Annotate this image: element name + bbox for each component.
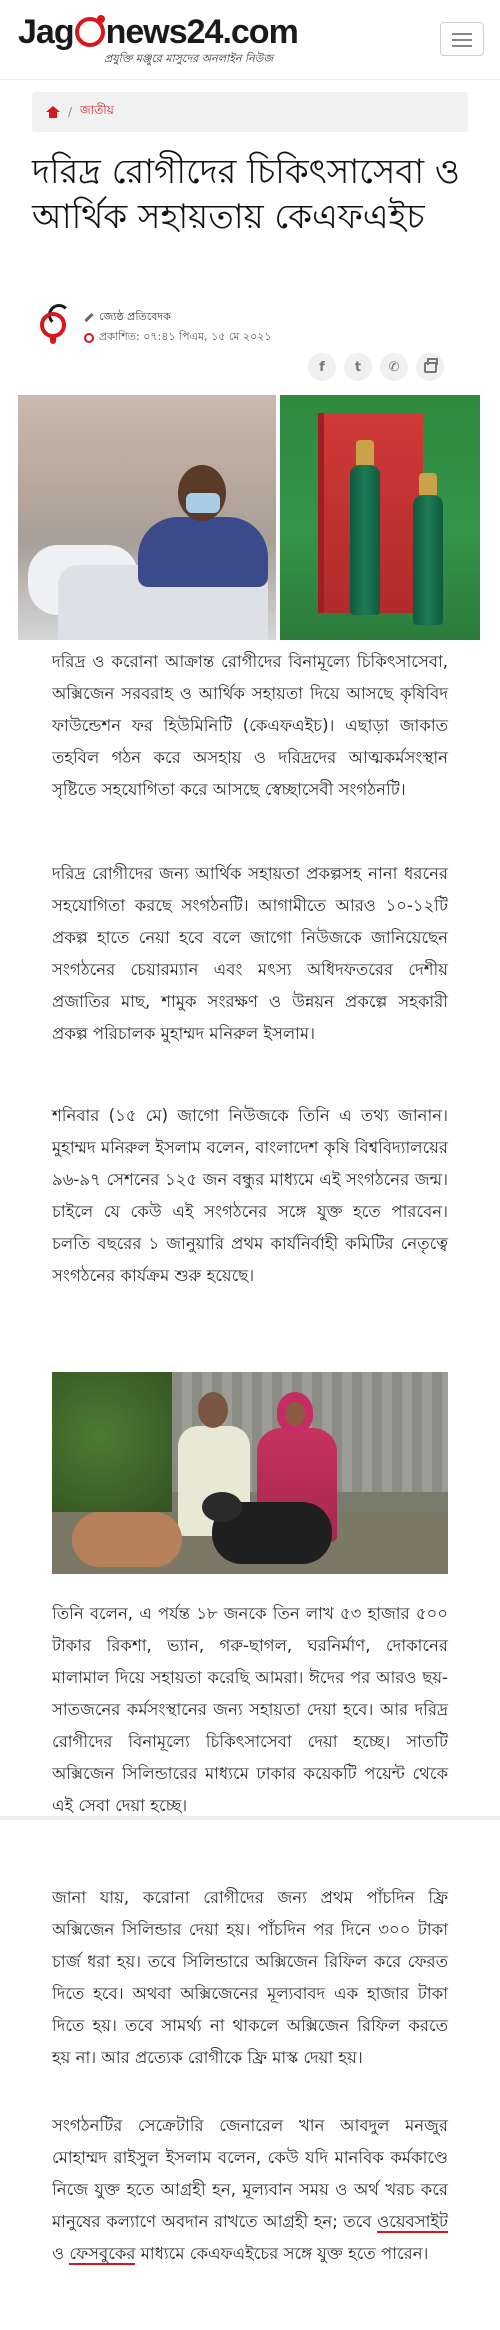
pen-icon — [84, 313, 93, 322]
article-paragraph: দরিদ্র রোগীদের জন্য আর্থিক সহায়তা প্রকল্পসহ নানা ধরনের সহযোগিতা করছে সংগঠনটি। আগামীতে আরও ১০-১২টি প্রকল্প হাতে নেয়া হবে বলে জাগো নিউজকে জানিয়েছেন সংগঠনের চেয়ারম্যান এবং মৎস্য অধিদফতরের দেশীয় প্রজাতির মাছ, শামুক সংরক্ষণ ও উন্নয়ন প্রকল্পে সহকারী প্রকল্প পরিচালক মুহাম্মদ মনিরুল ইসলাম। — [52, 864, 448, 1043]
article-paragraph: সংগঠনটির সেক্রেটারি জেনারেল খান আবদুল মনজুর মোহাম্মদ রাইসুল ইসলাম বলেন, কেউ যদি মানবিক কর্মকাণ্ডে নিজে যুক্ত হতে আগ্রহী হন, মূল্যবান সময় ও অর্থ খরচ করে মানুষের কল্যাণে অবদান রাখতে আগ্রহী হন; তবে ওয়েবসাইট ও ফেসবুকের মাধ্যমে কেএফএইচের সঙ্গে যুক্ত হতে পারেন। — [52, 2116, 448, 2263]
divider — [0, 1816, 500, 1820]
twitter-share-icon[interactable]: t — [344, 353, 372, 381]
logo-tagline: প্রযুক্তি মঞ্জুরে মাসুদের অনলাইন নিউজ — [104, 52, 274, 65]
hero-image — [18, 395, 480, 640]
share-bar — [308, 353, 444, 381]
article-paragraph: শনিবার (১৫ মে) জাগো নিউজকে তিনি এ তথ্য জানান। মুহাম্মদ মনিরুল ইসলাম বলেন, বাংলাদেশ কৃষি বিশ্ববিদ্যালয়ের ৯৬-৯৭ সেশনের ১২৫ জন বন্ধুর মাধ্যমে এই সংগঠনের জন্ম। চাইলে যে কেউ এই সংগঠনের সঙ্গে যুক্ত হতে পারবেন। চলতি বছরের ১ জানুয়ারি প্রথম কার্যনির্বাহী কমিটির নেতৃত্বে সংগঠনের কার্যক্রম শুরু হয়েছে। — [52, 1106, 448, 1285]
author-avatar — [36, 304, 74, 344]
website-link[interactable]: ওয়েবসাইট — [377, 2212, 448, 2231]
print-button[interactable] — [416, 353, 444, 381]
hamburger-icon — [452, 33, 472, 35]
breadcrumb-separator: / — [68, 105, 73, 119]
article-paragraph: তিনি বলেন, এ পর্যন্ত ১৮ জনকে তিন লাখ ৫৩ হাজার ৫০০ টাকার রিকশা, ভ্যান, গরু-ছাগল, ঘরনির্মাণ, দোকানের মালামাল দিয়ে সহায়তা করেছি আমরা। ঈদের পর আরও ছয়-সাতজনের কর্মসংস্থানের জন্য সহায়তা দেয়া হবে। আর দরিদ্র রোগীদের বিনামূল্যে চিকিৎসাসেবা দেয়া হচ্ছে। সাতটি অক্সিজেন সিলিন্ডারের মাধ্যমে ঢাকার কয়েকটি পয়েন্ট থেকে এই সেবা দেয়া হচ্ছে। — [52, 1604, 448, 1815]
publish-time: প্রকাশিত: ০৭:৪১ পিএম, ১৫ মে ২০২১ — [84, 328, 272, 347]
clock-icon — [84, 333, 94, 343]
whatsapp-share-icon[interactable]: ✆ — [380, 353, 408, 381]
reporter-name: জ্যেষ্ঠ প্রতিবেদক — [84, 308, 171, 327]
article-paragraph: দরিদ্র ও করোনা আক্রান্ত রোগীদের বিনামূল্যে চিকিৎসাসেবা, অক্সিজেন সরবরাহ ও আর্থিক সহায়তা দিয়ে আসছে কৃষিবিদ ফাউন্ডেশন ফর হিউমিনিটি (কেএফএইচ)। এছাড়া জাকাত তহবিল গঠন করে অসহায় ও দরিদ্রদের আত্মকর্মসংস্থান সৃষ্টিতে সহযোগিতা করে আসছে স্বেচ্ছাসেবী সংগঠনটি। — [52, 652, 448, 799]
logo-o-icon — [75, 17, 105, 47]
article-photo — [52, 1372, 448, 1574]
article-title: দরিদ্র রোগীদের চিকিৎসাসেবা ও আর্থিক সহায়তায় কেএফএইচ — [32, 152, 460, 237]
menu-button[interactable] — [440, 22, 484, 56]
breadcrumb — [32, 92, 468, 132]
author-block — [32, 300, 472, 350]
site-logo[interactable] — [18, 12, 308, 72]
logo-wordmark: Jag news24.com — [18, 13, 298, 51]
site-header — [0, 0, 500, 80]
print-icon — [424, 362, 437, 373]
facebook-share-icon[interactable]: f — [308, 353, 336, 381]
breadcrumb-category[interactable]: জাতীয় — [80, 103, 114, 117]
article-paragraph: জানা যায়, করোনা রোগীদের জন্য প্রথম পাঁচদিন ফ্রি অক্সিজেন সিলিন্ডার দেয়া হয়। পাঁচদিন পর দিনে ৩০০ টাকা চার্জ ধরা হয়। তবে সিলিন্ডারে অক্সিজেন রিফিল করে ফেরত দিতে হবে। অথবা অক্সিজেনের মূল্যবাবদ এক হাজার টাকা দিতে হয়। তবে সামর্থ্য না থাকলে অক্সিজেন রিফিল করতে হয় না। আর প্রত্যেক রোগীকে ফ্রি মাস্ক দেয়া হয়। — [52, 1888, 448, 2067]
home-icon[interactable] — [46, 106, 60, 118]
facebook-link[interactable]: ফেসবুকের — [69, 2244, 136, 2263]
